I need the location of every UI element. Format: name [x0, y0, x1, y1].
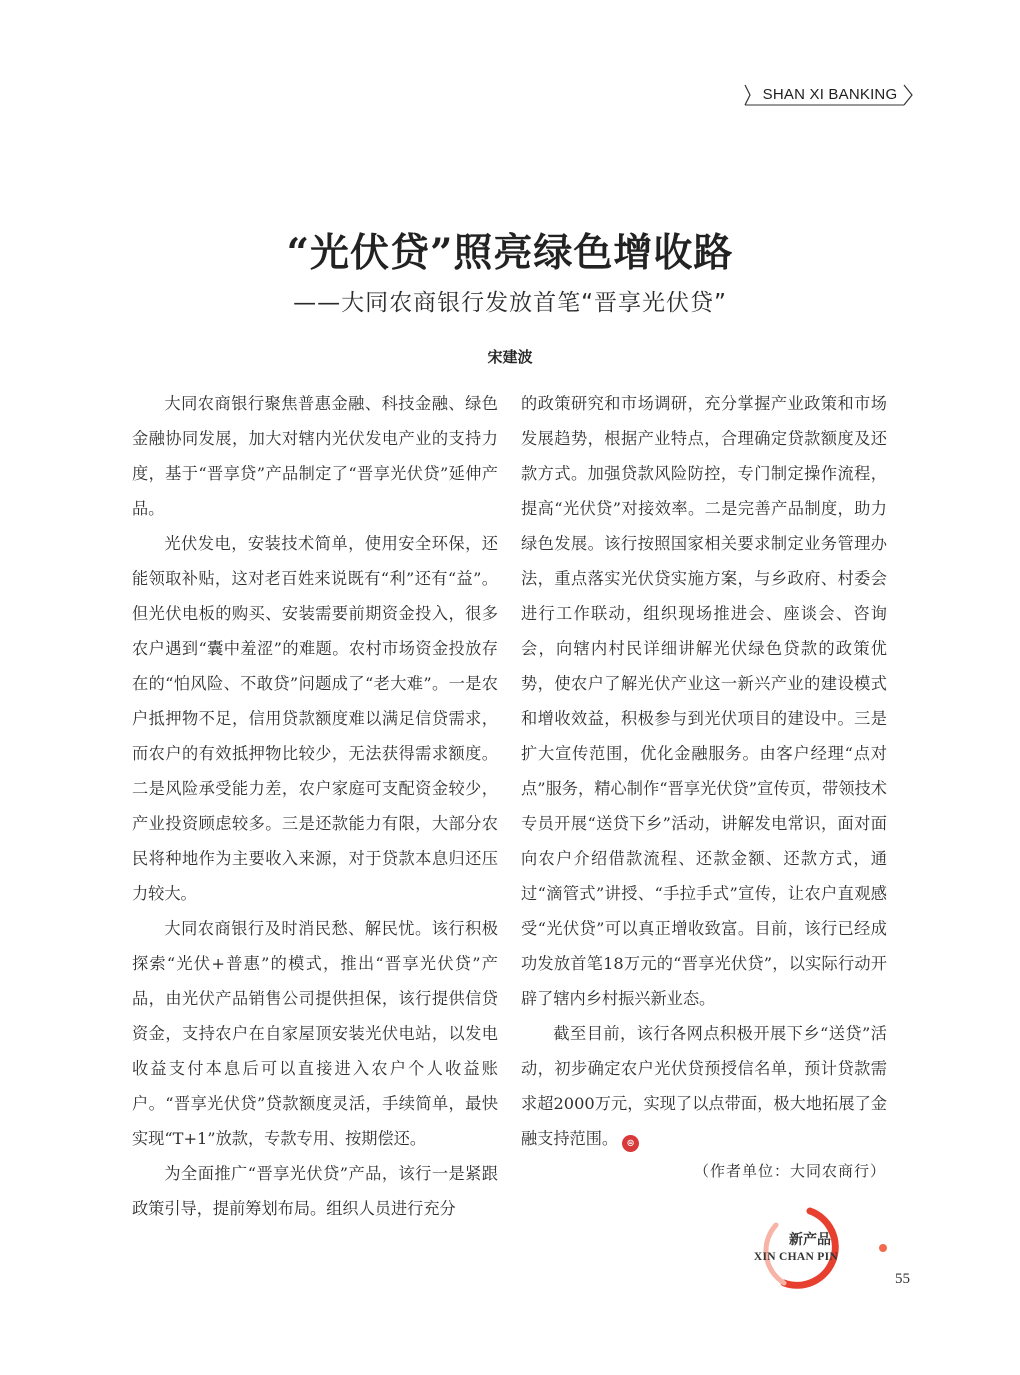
body-column-right — [521, 386, 887, 1156]
column-name-en: XIN CHAN PIN — [753, 1251, 838, 1263]
body-paragraph-final — [521, 1016, 887, 1156]
article-author: 宋建波 — [487, 348, 533, 366]
page-number: 55 — [895, 1271, 910, 1287]
column-name-zh: 新产品 — [789, 1232, 831, 1248]
article-title: “光伏贷”照亮绿色增收路 — [286, 230, 734, 276]
body-paragraph-continued: 的政策研究和市场调研，充分掌握产业政策和市场发展趋势，根据产业特点，合理确定贷款额度及还款方式。加强贷款风险防控，专门制定操作流程，提高“光伏贷”对接效率。二是完善产品制度，助力绿色发展。该行按照国家相关要求制定业务管理办法，重点落实光伏贷实施方案，与乡政府、村委会进行工作联动，组织现场推进会、座谈会、咨询会，向辖内村民详细讲解光伏绿色贷款的政策优势，使农户了解光伏产业这一新兴产业的建设模式和增收效益，积极参与到光伏项目的建设中。三是扩大宣传范围，优化金融服务。由客户经理“点对点”服务，精心制作“晋享光伏贷”宣传页，带领技术专员开展“送贷下乡”活动，讲解发电常识，面对面向农户介绍借款流程、还款金额、还款方式，通过“滴管式”讲授、“手拉手式”宣传，让农户直观感受“光伏贷”可以真正增收致富。目前，该行已经成功发放首笔18万元的“晋享光伏贷”，以实际行动开辟了辖内乡村振兴新业态。 — [521, 394, 887, 1008]
article-subtitle: ——大同农商银行发放首笔“晋享光伏贷” — [293, 290, 727, 316]
body-paragraph: 大同农商银行聚焦普惠金融、科技金融、绿色金融协同发展，加大对辖内光伏发电产业的支持力度，基于“晋享贷”产品制定了“晋享光伏贷”延伸产品。 — [132, 394, 498, 518]
column-logo-ring-icon — [740, 1205, 890, 1295]
body-paragraph: 光伏发电，安装技术简单，使用安全环保，还能领取补贴，这对老百姓来说既有“利”还有“益”。但光伏电板的购买、安装需要前期资金投入，很多农户遇到“囊中羞涩”的难题。农村市场资金投放存在的“怕风险、不敢贷”问题成了“老大难”。一是农户抵押物不足，信用贷款额度难以满足信贷需求，而农户的有效抵押物比较少，无法获得需求额度。二是风险承受能力差，农户家庭可支配资金较少，产业投资顾虑较多。三是还款能力有限，大部分农民将种地作为主要收入来源，对于贷款本息归还压力较大。 — [132, 534, 498, 903]
final-paragraph-text: 截至目前，该行各网点积极开展下乡“送贷”活动，初步确定农户光伏贷预授信名单，预计贷款需求超2000万元，实现了以点带面，极大地拓展了金融支持范围。 — [521, 1024, 887, 1148]
bank-logo-icon: ⊜ — [622, 1135, 639, 1152]
body-column-left — [132, 386, 498, 1226]
body-paragraph: 大同农商银行及时消民愁、解民忧。该行积极探索“光伏+普惠”的模式，推出“晋享光伏贷”产品，由光伏产品销售公司提供担保，该行提供信贷资金，支持农户在自家屋顶安装光伏电站，以发电收益支付本息后可以直接进入农户个人收益账户。“晋享光伏贷”贷款额度灵活，手续简单，最快实现“T+1”放款，专款专用、按期偿还。 — [132, 919, 498, 1148]
column-logo — [740, 1205, 890, 1295]
body-paragraph: 为全面推广“晋享光伏贷”产品，该行一是紧跟政策引导，提前筹划布局。组织人员进行充分 — [132, 1164, 498, 1218]
author-affiliation: （作者单位：大同农商行） — [693, 1162, 886, 1180]
section-tag — [744, 84, 916, 106]
section-tag-label: SHAN XI BANKING — [762, 86, 898, 103]
